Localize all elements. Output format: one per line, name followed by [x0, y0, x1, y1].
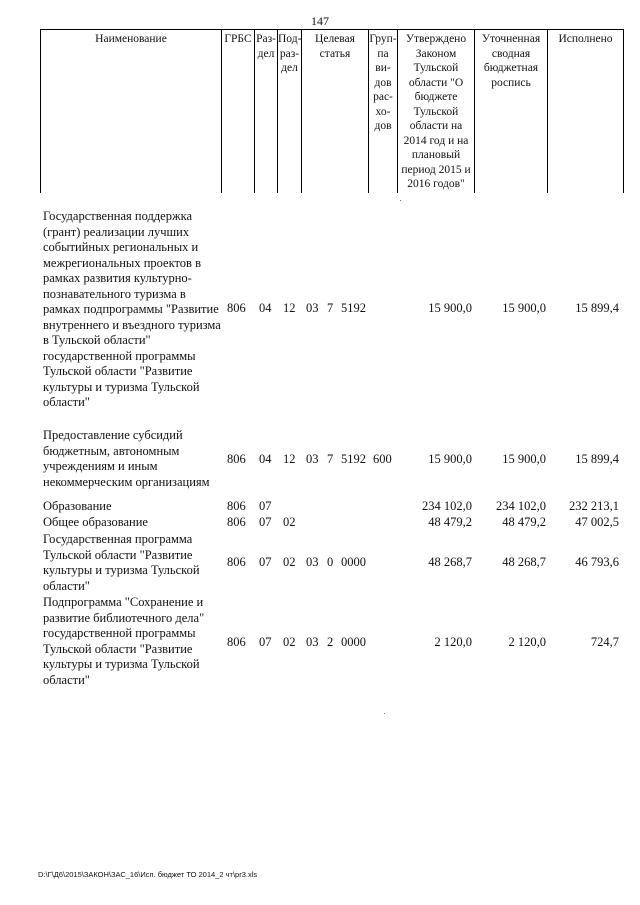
row-razdel: 07	[259, 555, 272, 569]
row-utverzhdeno: 48 268,7	[428, 555, 472, 569]
row-razdel: 07	[259, 635, 272, 649]
row-name: Подпрограмма "Сохранение и развитие библиотечного дела" государственной программы Тульской области "Развитие культуры и туризма Тульской области"	[43, 595, 205, 687]
row-podrazdel: 02	[283, 555, 296, 569]
header-celevaya-statya: Целевая статья	[302, 29, 369, 193]
row-razdel: 07	[259, 499, 272, 513]
row-utochnennaya: 48 479,2	[502, 515, 546, 529]
row-grbs: 806	[227, 499, 246, 513]
row-ispolneno: 232 213,1	[569, 499, 619, 513]
table-row	[0, 499, 640, 515]
row-name: Предоставление субсидий бюджетным, автономным учреждениям и иным некоммерческим организациям	[43, 428, 210, 489]
row-utochnennaya: 234 102,0	[496, 499, 546, 513]
row-cs2: 2	[327, 635, 334, 649]
header-utochnennaya: Уточненная сводная бюджетная роспись	[475, 29, 548, 193]
scan-speck	[400, 200, 401, 201]
header-ispolneno: Исполнено	[548, 29, 624, 193]
header-utverzhdeno: Утверждено Законом Тульской области "О бюджете Тульской области на 2014 год и на плановый период 2015 и 2016 годов"	[398, 29, 475, 193]
row-cs2: 0	[327, 555, 334, 569]
row-utochnennaya: 48 268,7	[502, 555, 546, 569]
row-cs3: 0000	[341, 635, 366, 649]
table-row	[0, 209, 640, 414]
row-podrazdel: 12	[283, 301, 296, 315]
row-grbs: 806	[227, 515, 246, 529]
table-row	[0, 595, 640, 690]
row-name: Общее образование	[43, 515, 148, 529]
row-grbs: 806	[227, 301, 246, 315]
header-grbs: ГРБС	[222, 29, 255, 193]
row-razdel: 04	[259, 452, 272, 466]
table-row	[0, 428, 640, 493]
row-utverzhdeno: 2 120,0	[434, 635, 472, 649]
row-cs1: 03	[306, 555, 319, 569]
row-podrazdel: 02	[283, 515, 296, 529]
row-utverzhdeno: 15 900,0	[428, 452, 472, 466]
row-grbs: 806	[227, 635, 246, 649]
row-utochnennaya: 2 120,0	[508, 635, 546, 649]
row-name: Государственная поддержка (грант) реализации лучших событийных региональных и межрегиональных проектов в рамках развития культурно-познавательного туризма в рамках подпрограммы "Развитие внутреннего и въездного туризма в Тульской области" государственной программы Тульской области "Развитие культуры и туризма Тульской области"	[43, 209, 221, 409]
row-utverzhdeno: 234 102,0	[422, 499, 472, 513]
scan-speck	[384, 713, 385, 714]
header-podrazdel: Под- раз- дел	[278, 29, 302, 193]
row-razdel: 04	[259, 301, 272, 315]
row-ispolneno: 47 002,5	[575, 515, 619, 529]
header-gruppa-vidov-rashodov: Груп- па ви- дов рас- хо- дов	[369, 29, 398, 193]
header-name: Наименование	[40, 29, 222, 193]
row-podrazdel: 12	[283, 452, 296, 466]
row-name: Государственная программа Тульской области "Развитие культуры и туризма Тульской области"	[43, 532, 200, 593]
row-utverzhdeno: 15 900,0	[428, 301, 472, 315]
row-vr: 600	[373, 452, 392, 466]
page-number: 147	[311, 14, 329, 28]
row-podrazdel: 02	[283, 635, 296, 649]
row-cs1: 03	[306, 301, 319, 315]
row-cs3: 5192	[341, 452, 366, 466]
row-name: Образование	[43, 499, 112, 513]
row-cs2: 7	[327, 301, 334, 315]
table-row	[0, 532, 640, 594]
file-path-footer: D:\Г\Д6\2015\ЗАКОН\ЗАС_16\Исп. бюджет ТО 2014_2 чт\pr3.xls	[38, 870, 258, 879]
row-grbs: 806	[227, 555, 246, 569]
row-ispolneno: 15 899,4	[575, 452, 619, 466]
row-utverzhdeno: 48 479,2	[428, 515, 472, 529]
row-ispolneno: 15 899,4	[575, 301, 619, 315]
row-cs1: 03	[306, 452, 319, 466]
row-ispolneno: 724,7	[590, 635, 619, 649]
row-utochnennaya: 15 900,0	[502, 301, 546, 315]
table-row	[0, 515, 640, 531]
row-utochnennaya: 15 900,0	[502, 452, 546, 466]
row-razdel: 07	[259, 515, 272, 529]
row-ispolneno: 46 793,6	[575, 555, 619, 569]
row-grbs: 806	[227, 452, 246, 466]
row-cs1: 03	[306, 635, 319, 649]
row-cs2: 7	[327, 452, 334, 466]
header-razdel: Раз- дел	[255, 29, 278, 193]
row-cs3: 0000	[341, 555, 366, 569]
row-cs3: 5192	[341, 301, 366, 315]
